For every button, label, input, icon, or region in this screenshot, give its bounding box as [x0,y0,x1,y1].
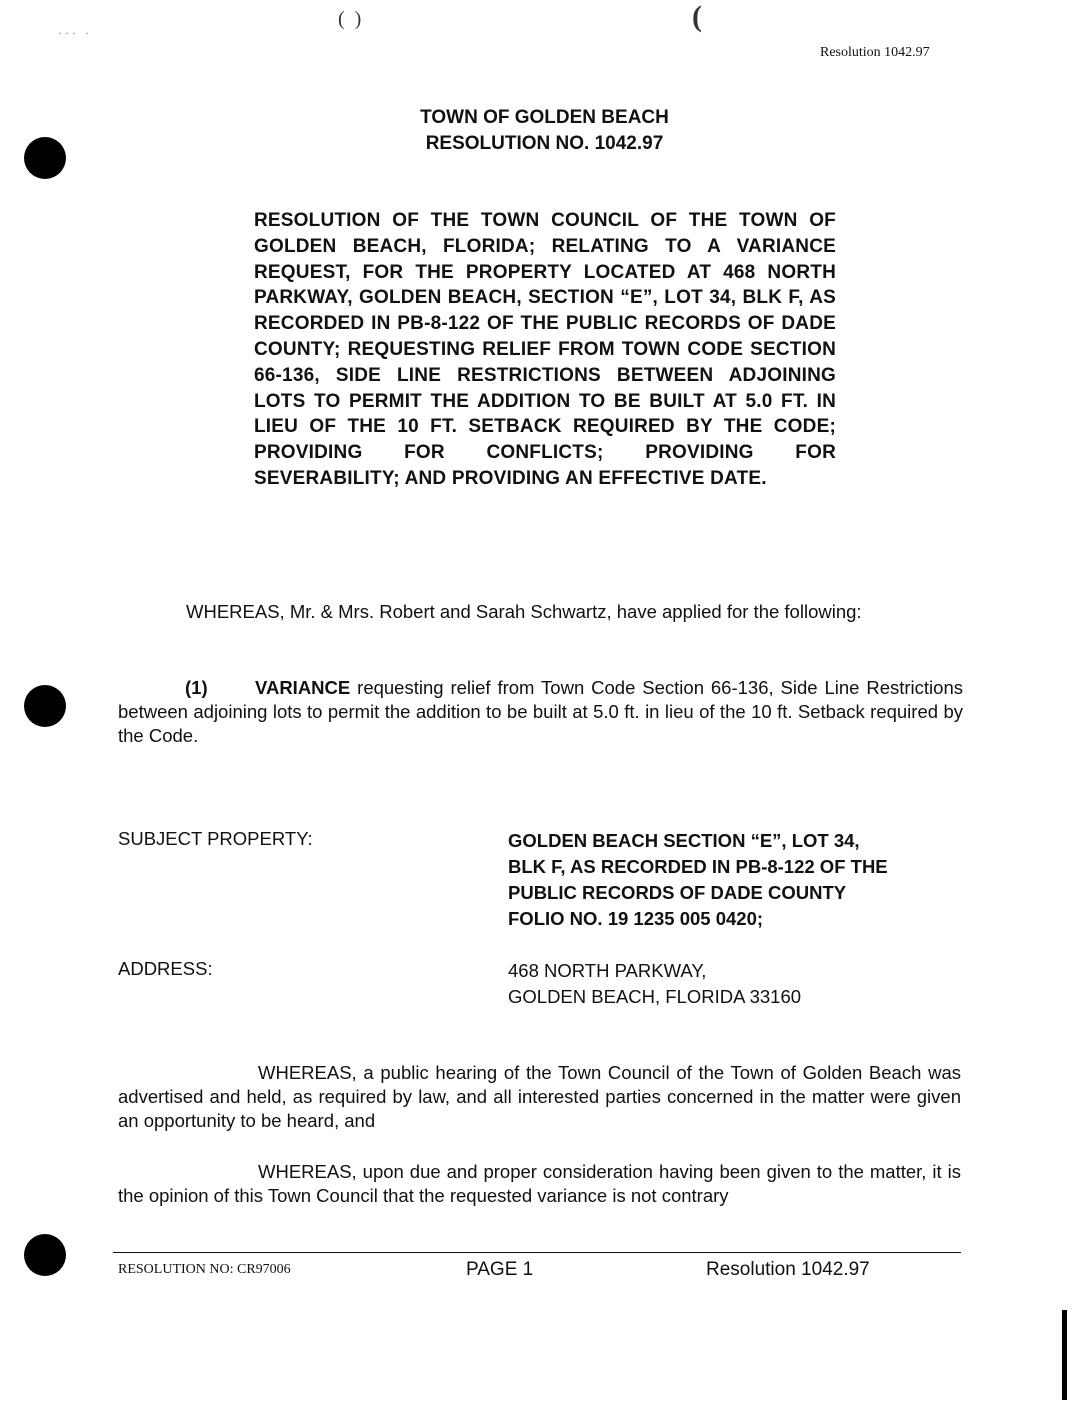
subject-property-line: PUBLIC RECORDS OF DADE COUNTY [508,882,847,903]
address-label: ADDRESS: [118,958,213,979]
address-value [508,958,801,1010]
punch-hole-middle [24,685,66,727]
document-title: TOWN OF GOLDEN BEACH [420,107,669,128]
subject-property-line: BLK F, AS RECORDED IN PB-8-122 OF THE [508,856,888,877]
address-line: GOLDEN BEACH, FLORIDA 33160 [508,986,802,1007]
scan-edge-bar [1062,1310,1067,1400]
subject-property-line: GOLDEN BEACH SECTION “E”, LOT 34, [508,830,860,851]
footer-resolution-code: RESOLUTION NO: CR97006 [118,1262,291,1277]
subject-property-value [508,828,963,932]
whereas-consideration: WHEREAS, upon due and proper consideration having been given to the matter, it is the opinion of this Town Council that the requested variance is not contrary [118,1161,961,1206]
header-reference: Resolution 1042.97 [820,45,930,60]
whereas-applicants: WHEREAS, Mr. & Mrs. Robert and Sarah Schwartz, have applied for the following: [186,601,862,622]
whereas-hearing: WHEREAS, a public hearing of the Town Council of the Town of Golden Beach was advertised and held, as required by law, and all interested parties concerned in the matter were given an opportunity to be heard, and [118,1062,961,1131]
scan-mark-stroke: ( [692,0,702,33]
subject-property-label: SUBJECT PROPERTY: [118,828,313,849]
address-line: 468 NORTH PARKWAY, [508,960,707,981]
variance-number: (1) [185,677,208,698]
resolution-caption: RESOLUTION OF THE TOWN COUNCIL OF THE TOWN OF GOLDEN BEACH, FLORIDA; RELATING TO A VARIANCE REQUEST, FOR THE PROPERTY LOCATED AT 468 NORTH PARKWAY, GOLDEN BEACH, SECTION “E”, LOT 34, BLK F, AS RECORDED IN PB-8-122 OF THE PUBLIC RECORDS OF DADE COUNTY; REQUESTING RELIEF FROM TOWN CODE SECTION 66-136, SIDE LINE RESTRICTIONS BETWEEN ADJOINING LOTS TO PERMIT THE ADDITION TO BE BUILT AT 5.0 FT. IN LIEU OF THE 10 FT. SETBACK REQUIRED BY THE CODE; PROVIDING FOR CONFLICTS; PROVIDING FOR SEVERABILITY; AND PROVIDING AN EFFECTIVE DATE. [254,210,836,489]
scan-mark-dots: · · · · [58,26,89,40]
variance-text: requesting relief from Town Code Section 66-136, Side Line Restrictions between adjoining lots to permit the addition to be built at 5.0 ft. in lieu of the 10 ft. Setback required by the Code. [118,677,963,746]
footer-divider [113,1252,961,1253]
footer-page-number: PAGE 1 [466,1259,534,1280]
punch-hole-bottom [24,1234,66,1276]
resolution-number: RESOLUTION NO. 1042.97 [425,133,664,154]
footer-resolution-ref: Resolution 1042.97 [706,1259,870,1280]
variance-item [118,676,963,748]
variance-keyword: VARIANCE [255,677,351,698]
subject-property-line: FOLIO NO. 19 1235 005 0420; [508,908,764,929]
scan-mark-paren: ( ) [338,8,362,30]
